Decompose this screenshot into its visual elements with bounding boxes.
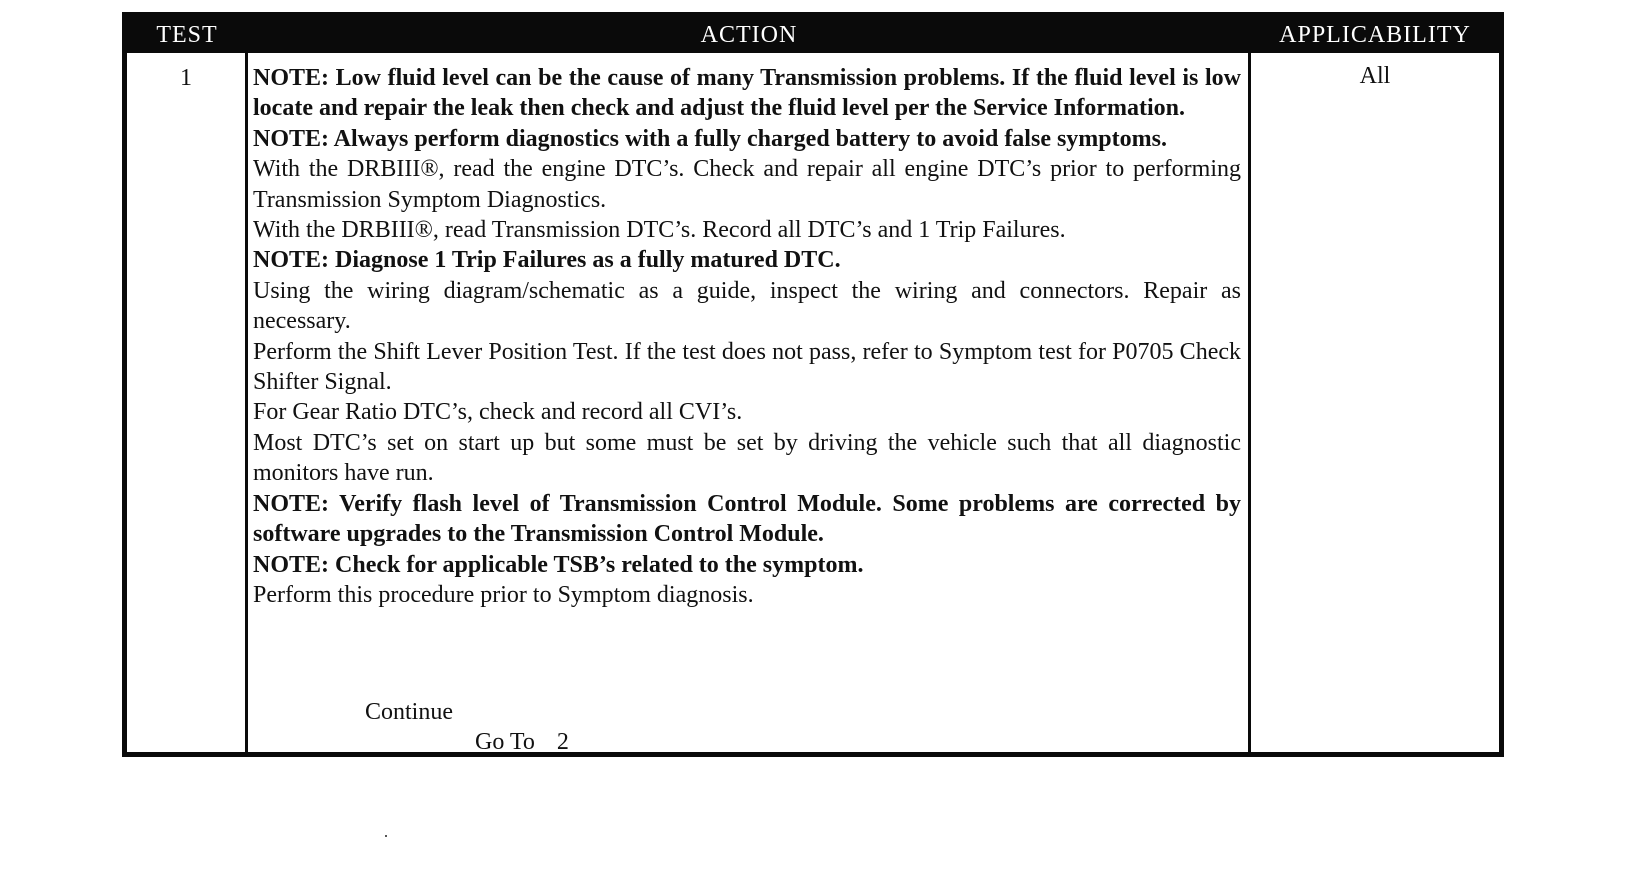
action-line-wiring: Using the wiring diagram/schematic as a guide, inspect the wiring and connectors. Repair as necessary. [253,277,1241,335]
action-line-engine-dtc: With the DRBIII®, read the engine DTC’s. Check and repair all engine DTC’s prior to performing Transmission Symptom Diagnostics. [253,156,1241,213]
test-number: 1 [180,65,192,91]
header-action: ACTION [700,22,798,48]
column-divider-action-applicability [1248,53,1251,752]
action-line-note-flash-level: NOTE: Verify flash level of Transmission Control Module. Some problems are corrected by software upgrades to the Transmission Control Module. [253,490,1241,548]
action-line-note-trip-failures: NOTE: Diagnose 1 Trip Failures as a fully matured DTC. [253,247,841,274]
header-test: TEST [156,22,218,48]
applicability-value: All [1359,63,1391,89]
action-line-gear-ratio: For Gear Ratio DTC’s, check and record all CVI’s. [253,399,743,426]
goto-label: Go To [475,729,535,755]
continue-label: Continue [365,699,453,725]
goto-target: 2 [556,729,569,755]
table-header-row [127,17,1499,53]
action-line-note-battery: NOTE: Always perform diagnostics with a fully charged battery to avoid false symptoms. [253,125,1167,152]
goto-reference [475,727,569,757]
action-line-transmission-dtc: With the DRBIII®, read Transmission DTC’s. Record all DTC’s and 1 Trip Failures. [253,217,1066,244]
action-line-monitors: Most DTC’s set on start up but some must be set by driving the vehicle such that all diagnostic monitors have run. [253,429,1241,487]
action-line-note-tsb: NOTE: Check for applicable TSB’s related to the symptom. [253,551,864,578]
header-applicability: APPLICABILITY [1279,22,1471,48]
scan-speck [385,835,387,837]
action-line-shift-lever: Perform the Shift Lever Position Test. If the test does not pass, refer to Symptom test for P0705 Check Shifter Signal. [253,338,1241,396]
column-divider-test-action [245,53,248,752]
action-cell [253,63,1241,755]
action-line-perform-procedure: Perform this procedure prior to Symptom diagnosis. [253,581,754,608]
diagnostic-test-table [122,12,1504,757]
action-line-note-fluid-level: NOTE: Low fluid level can be the cause of many Transmission problems. If the fluid level is low locate and repair the leak then check and adjust the fluid level per the Service Information. [253,65,1241,122]
